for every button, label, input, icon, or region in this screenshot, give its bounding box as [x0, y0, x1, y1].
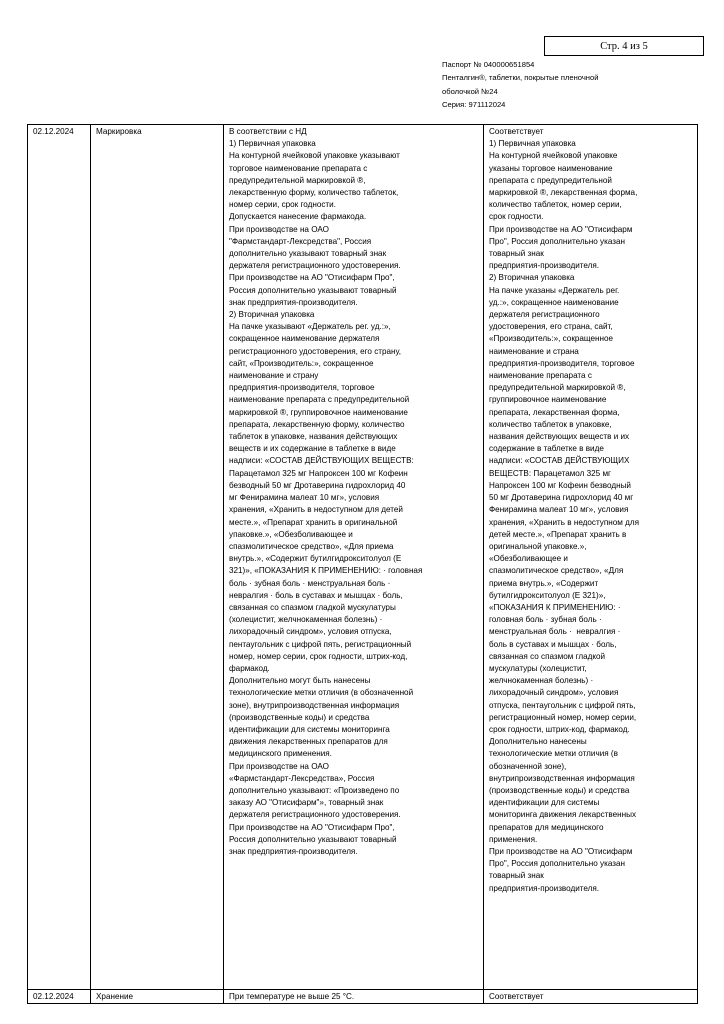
text-line: упаковке.», «Обезболивающее и: [229, 529, 353, 539]
text-line: идентификации для системы: [489, 798, 600, 808]
text-line: медицинского применения.: [229, 749, 332, 759]
text-line: Про", Россия дополнительно указан: [489, 859, 626, 869]
text-line: приема внутрь.», «Содержит: [489, 578, 599, 588]
text-line: 2) Вторичная упаковка: [229, 310, 315, 320]
text-line: обозначенной зоне),: [489, 761, 567, 771]
text-line: предприятия-производителя, торговое: [229, 383, 375, 393]
text-line: наименование препарата с: [489, 371, 592, 381]
text-line: движения лекарственных препаратов для: [229, 737, 388, 747]
text-line: сокращенное наименование держателя: [229, 334, 380, 344]
text-line: надписи: «СОСТАВ ДЕЙСТВУЮЩИХ ВЕЩЕСТВ:: [229, 456, 414, 466]
text-line: На контурной ячейковой упаковке: [489, 151, 618, 161]
text-line: боль в суставах и мышцах · боль,: [489, 639, 617, 649]
text-line: На контурной ячейковой упаковке указывают: [229, 151, 400, 161]
passport-info: [442, 58, 642, 112]
text-line: указаны торговое наименование: [489, 163, 613, 173]
text-line: лекарственную форму, количество таблеток,: [229, 188, 399, 198]
text-line: При производстве на АО "Отисифарм: [489, 846, 633, 856]
text-line: регистрационного удостоверения, его страну,: [229, 346, 402, 356]
batch-series: Серия: 971112024: [442, 100, 506, 110]
text-line: внутрипроизводственная информация: [489, 773, 635, 783]
text-line: внутрь.», «Содержит бутилгидрокситолуол (Е: [229, 554, 402, 564]
text-line: лихорадочный синдром», условия отпуска,: [229, 627, 392, 637]
text-line: 1) Первичная упаковка: [229, 139, 316, 149]
text-line: спазмолитическое средство», «Для: [489, 566, 624, 576]
text-line: мг Фенирамина малеат 10 мг», условия: [229, 493, 380, 503]
table-row: [28, 990, 698, 1004]
text-line: срок годности, штрих-код, фармакод.: [489, 724, 630, 734]
text-line: Напроксен 100 мг Кофеин безводный: [489, 480, 631, 490]
text-line: содержание в таблетке в виде: [489, 444, 604, 454]
text-line: хранения, «Хранить в недоступном для детей: [229, 505, 403, 515]
row-result: [484, 990, 698, 1004]
row-date: 02.12.2024: [28, 125, 91, 990]
text-line: номер серии, срок годности.: [229, 200, 336, 210]
text-line: На пачке указаны «Держатель рег.: [489, 285, 620, 295]
text-line: наименование и страну: [229, 371, 319, 381]
text-line: дополнительно указывают товарный знак: [229, 249, 387, 259]
text-line: «Обезболивающее и: [489, 554, 568, 564]
text-line: препарата, лекарственную форму, количество: [229, 419, 405, 429]
text-line: предприятия-производителя.: [489, 261, 600, 271]
text-line: держателя регистрационного: [489, 310, 600, 320]
text-line: На пачке указывают «Держатель рег. уд.:»,: [229, 322, 391, 332]
text-line: количество таблеток, номер серии,: [489, 200, 622, 210]
text-line: удостоверения, его страна, сайт,: [489, 322, 613, 332]
text-line: 1) Первичная упаковка: [489, 139, 576, 149]
page-indicator: Стр. 4 из 5: [544, 36, 704, 56]
text-line: маркировкой ®, группировочное наименование: [229, 407, 408, 417]
text-line: ВЕЩЕСТВ: Парацетамол 325 мг: [489, 468, 612, 478]
text-line: идентификации для системы мониторинга: [229, 724, 390, 734]
text-line: предупредительной маркировкой ®,: [229, 175, 366, 185]
text-line: Дополнительно могут быть нанесены: [229, 676, 371, 686]
text-line: «Фармстандарт-Лексредства», Россия: [229, 773, 375, 783]
text-line: «ПОКАЗАНИЯ К ПРИМЕНЕНИЮ: ·: [489, 602, 621, 612]
text-line: зоне), внутрипроизводственная информация: [229, 700, 400, 710]
text-line: При производстве на АО "Отисифарм: [489, 224, 633, 234]
text-line: При производстве на ОАО: [229, 224, 329, 234]
text-line: товарный знак: [489, 249, 544, 259]
text-line: таблеток в упаковке, названия действующих: [229, 432, 398, 442]
text-line: предприятия-производителя, торговое: [489, 358, 635, 368]
text-line: мониторинга движения лекарственных: [489, 810, 637, 820]
text-line: «Производитель:», сокращенное: [489, 334, 614, 344]
text-line: пентаугольник с цифрой пять, регистрационный: [229, 639, 412, 649]
text-line: (холецистит, желчнокаменная болезнь) ·: [229, 615, 383, 625]
text-line: дополнительно указывают: «Произведено по: [229, 785, 400, 795]
text-line: мускулатуры (холецистит,: [489, 663, 587, 673]
text-line: лихорадочный синдром», условия: [489, 688, 619, 698]
text-line: применения.: [489, 834, 538, 844]
text-line: месте.», «Препарат хранить в оригинальной: [229, 517, 398, 527]
text-line: маркировкой ®, лекарственная форма,: [489, 188, 638, 198]
text-line: 2) Вторичная упаковка: [489, 273, 575, 283]
text-line: номер, номер серии, срок годности, штрих-код,: [229, 651, 408, 661]
text-line: При температуре не выше 25 °С.: [229, 992, 355, 1001]
text-line: Фенирамина малеат 10 мг», условия: [489, 505, 629, 515]
text-line: Допускается нанесение фармакода.: [229, 212, 367, 222]
text-line: связанная со спазмом гладкой: [489, 651, 606, 661]
text-line: спазмолитическое средство», «Для приема: [229, 541, 394, 551]
text-line: препаратов для медицинского: [489, 822, 604, 832]
text-line: группировочное наименование: [489, 395, 607, 405]
text-line: уд.:», сокращенное наименование: [489, 297, 619, 307]
product-name-continued: оболочкой №24: [442, 86, 498, 96]
text-line: держателя регистрационного удостоверения.: [229, 810, 401, 820]
text-line: (производственные коды) и средства: [489, 785, 630, 795]
row-result: [484, 125, 698, 990]
text-line: надписи: «СОСТАВ ДЕЙСТВУЮЩИХ: [489, 456, 630, 466]
text-line: отпуска, пентаугольник с цифрой пять,: [489, 700, 636, 710]
text-line: В соответствии с НД: [229, 127, 307, 136]
text-line: бутилгидрокситолуол (Е 321)»,: [489, 590, 606, 600]
text-line: головная боль · зубная боль ·: [489, 615, 602, 625]
text-line: Про", Россия дополнительно указан: [489, 236, 626, 246]
row-norm-requirements: [224, 990, 484, 1004]
text-line: наименование препарата с предупредительной: [229, 395, 410, 405]
text-line: связанная со спазмом гладкой мускулатуры: [229, 602, 396, 612]
text-line: заказу АО "Отисифарм"», товарный знак: [229, 798, 384, 808]
text-line: наименование и страна: [489, 346, 579, 356]
text-line: фармакод.: [229, 663, 270, 673]
text-line: сайт, «Производитель:», сокращенное: [229, 358, 374, 368]
text-line: желчнокаменная болезнь) ·: [489, 676, 594, 686]
text-line: знак предприятия-производителя.: [229, 297, 358, 307]
row-norm-requirements: [224, 125, 484, 990]
text-line: оригинальной упаковке.»,: [489, 541, 587, 551]
text-line: При производстве на АО "Отисифарм Про",: [229, 822, 395, 832]
text-line: Соответствует: [489, 992, 544, 1001]
text-line: 321)», «ПОКАЗАНИЯ К ПРИМЕНЕНИЮ: · головная: [229, 566, 423, 576]
row-indicator-name: Хранение: [91, 990, 224, 1004]
text-line: регистрационный номер, номер серии,: [489, 712, 637, 722]
row-date: 02.12.2024: [28, 990, 91, 1004]
text-line: При производстве на ОАО: [229, 761, 329, 771]
text-line: товарный знак: [489, 871, 544, 881]
text-line: препарата, лекарственная форма,: [489, 407, 620, 417]
text-line: При производстве на АО "Отисифарм Про",: [229, 273, 395, 283]
text-line: Парацетамол 325 мг Напроксен 100 мг Кофеин: [229, 468, 408, 478]
text-line: препарата с предупредительной: [489, 175, 612, 185]
text-line: технологические метки отличия (в обозначенной: [229, 688, 414, 698]
row-indicator-name: Маркировка: [91, 125, 224, 990]
text-line: срок годности.: [489, 212, 544, 222]
table-row: [28, 125, 698, 990]
text-line: технологические метки отличия (в: [489, 749, 618, 759]
passport-number: Паспорт № 040000651854: [442, 60, 535, 69]
text-line: количество таблеток в упаковке,: [489, 419, 612, 429]
text-line: Дополнительно нанесены: [489, 737, 587, 747]
text-line: предупредительной маркировкой ®,: [489, 383, 626, 393]
text-line: веществ и их содержание в таблетке в виде: [229, 444, 396, 454]
text-line: названия действующих веществ и их: [489, 432, 630, 442]
product-name: Пенталгин®, таблетки, покрытые пленочной: [442, 73, 599, 83]
text-line: Соответствует: [489, 127, 544, 136]
text-line: "Фармстандарт-Лексредства", Россия: [229, 236, 372, 246]
text-line: невралгия · боль в суставах и мышцах · боль,: [229, 590, 403, 600]
text-line: предприятия-производителя.: [489, 883, 600, 893]
text-line: держателя регистрационного удостоверения.: [229, 261, 401, 271]
text-line: Россия дополнительно указывают товарный: [229, 285, 397, 295]
text-line: детей месте.», «Препарат хранить в: [489, 529, 627, 539]
text-line: боль · зубная боль · менструальная боль ·: [229, 578, 391, 588]
text-line: (производственные коды) и средства: [229, 712, 370, 722]
text-line: менструальная боль · невралгия ·: [489, 627, 621, 637]
text-line: знак предприятия-производителя.: [229, 846, 358, 856]
text-line: хранения, «Хранить в недоступном для: [489, 517, 639, 527]
text-line: Россия дополнительно указывают товарный: [229, 834, 397, 844]
text-line: безводный 50 мг Дротаверина гидрохлорид 40: [229, 480, 406, 490]
text-line: торговое наименование препарата с: [229, 163, 368, 173]
analysis-table: [27, 124, 698, 1004]
text-line: 50 мг Дротаверина гидрохлорид 40 мг: [489, 493, 634, 503]
